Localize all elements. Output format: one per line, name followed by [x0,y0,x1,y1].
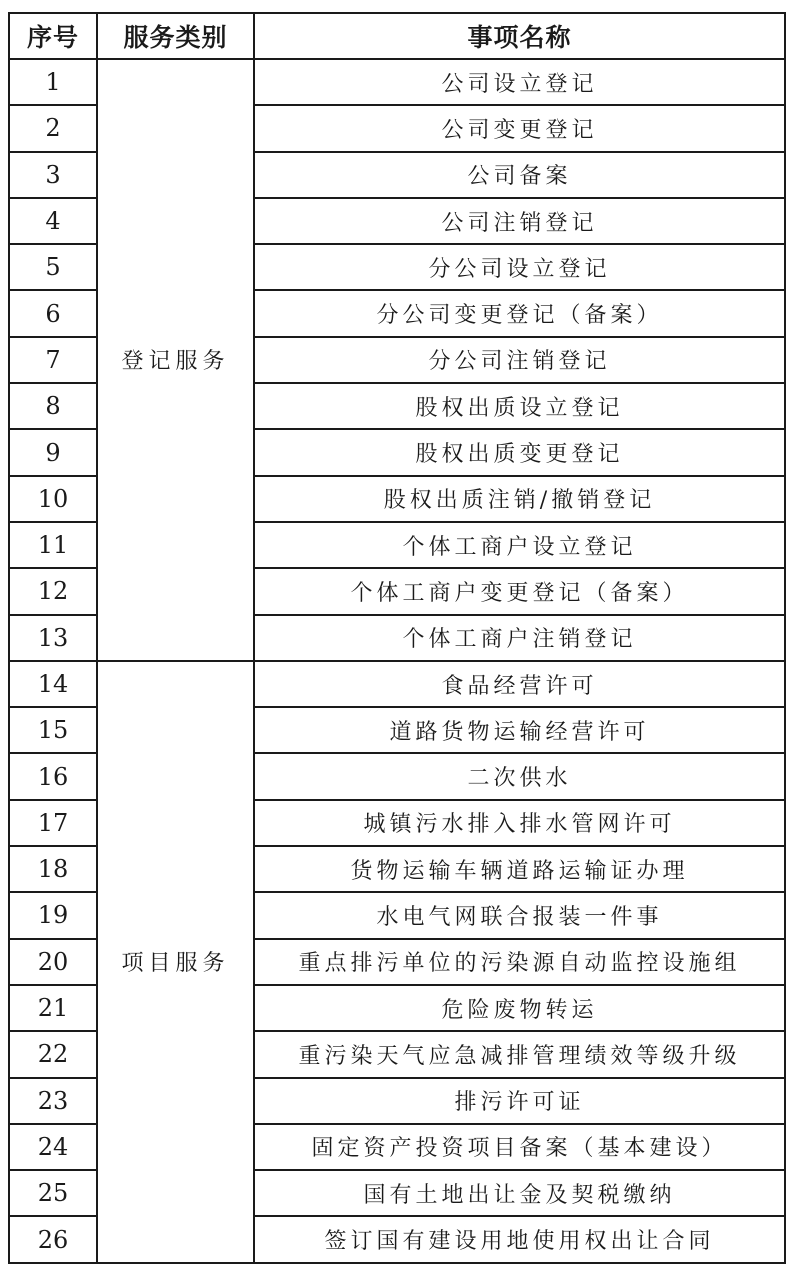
item-name: 公司注销登记 [254,198,785,244]
row-number: 21 [9,985,97,1031]
service-category: 项目服务 [97,661,254,1263]
row-number: 23 [9,1078,97,1124]
row-number: 18 [9,846,97,892]
item-name: 食品经营许可 [254,661,785,707]
item-name: 股权出质设立登记 [254,383,785,429]
item-name: 国有土地出让金及契税缴纳 [254,1170,785,1216]
item-name: 道路货物运输经营许可 [254,707,785,753]
row-number: 5 [9,244,97,290]
item-name: 重点排污单位的污染源自动监控设施组 [254,939,785,985]
row-number: 24 [9,1124,97,1170]
item-name: 分公司设立登记 [254,244,785,290]
service-items-table [8,12,786,1264]
row-number: 14 [9,661,97,707]
row-number: 22 [9,1031,97,1077]
item-name: 股权出质注销/撤销登记 [254,476,785,522]
header-category: 服务类别 [97,13,254,59]
item-name: 个体工商户注销登记 [254,615,785,661]
row-number: 8 [9,383,97,429]
item-name: 个体工商户变更登记（备案） [254,568,785,614]
header-number: 序号 [9,13,97,59]
row-number: 20 [9,939,97,985]
table-row [9,59,785,105]
service-category: 登记服务 [97,59,254,661]
item-name: 签订国有建设用地使用权出让合同 [254,1216,785,1262]
header-row [9,13,785,59]
row-number: 7 [9,337,97,383]
item-name: 股权出质变更登记 [254,429,785,475]
item-name: 货物运输车辆道路运输证办理 [254,846,785,892]
item-name: 二次供水 [254,753,785,799]
row-number: 1 [9,59,97,105]
item-name: 公司变更登记 [254,105,785,151]
row-number: 16 [9,753,97,799]
row-number: 12 [9,568,97,614]
row-number: 3 [9,152,97,198]
table-body [9,59,785,1263]
row-number: 9 [9,429,97,475]
item-name: 城镇污水排入排水管网许可 [254,800,785,846]
item-name: 公司设立登记 [254,59,785,105]
table-row [9,661,785,707]
row-number: 11 [9,522,97,568]
item-name: 公司备案 [254,152,785,198]
item-name: 个体工商户设立登记 [254,522,785,568]
item-name: 重污染天气应急减排管理绩效等级升级 [254,1031,785,1077]
row-number: 4 [9,198,97,244]
row-number: 25 [9,1170,97,1216]
row-number: 26 [9,1216,97,1262]
row-number: 19 [9,892,97,938]
item-name: 分公司注销登记 [254,337,785,383]
item-name: 排污许可证 [254,1078,785,1124]
row-number: 6 [9,290,97,336]
item-name: 固定资产投资项目备案（基本建设） [254,1124,785,1170]
row-number: 13 [9,615,97,661]
row-number: 2 [9,105,97,151]
item-name: 水电气网联合报装一件事 [254,892,785,938]
item-name: 危险废物转运 [254,985,785,1031]
row-number: 17 [9,800,97,846]
row-number: 10 [9,476,97,522]
row-number: 15 [9,707,97,753]
item-name: 分公司变更登记（备案） [254,290,785,336]
header-item: 事项名称 [254,13,785,59]
